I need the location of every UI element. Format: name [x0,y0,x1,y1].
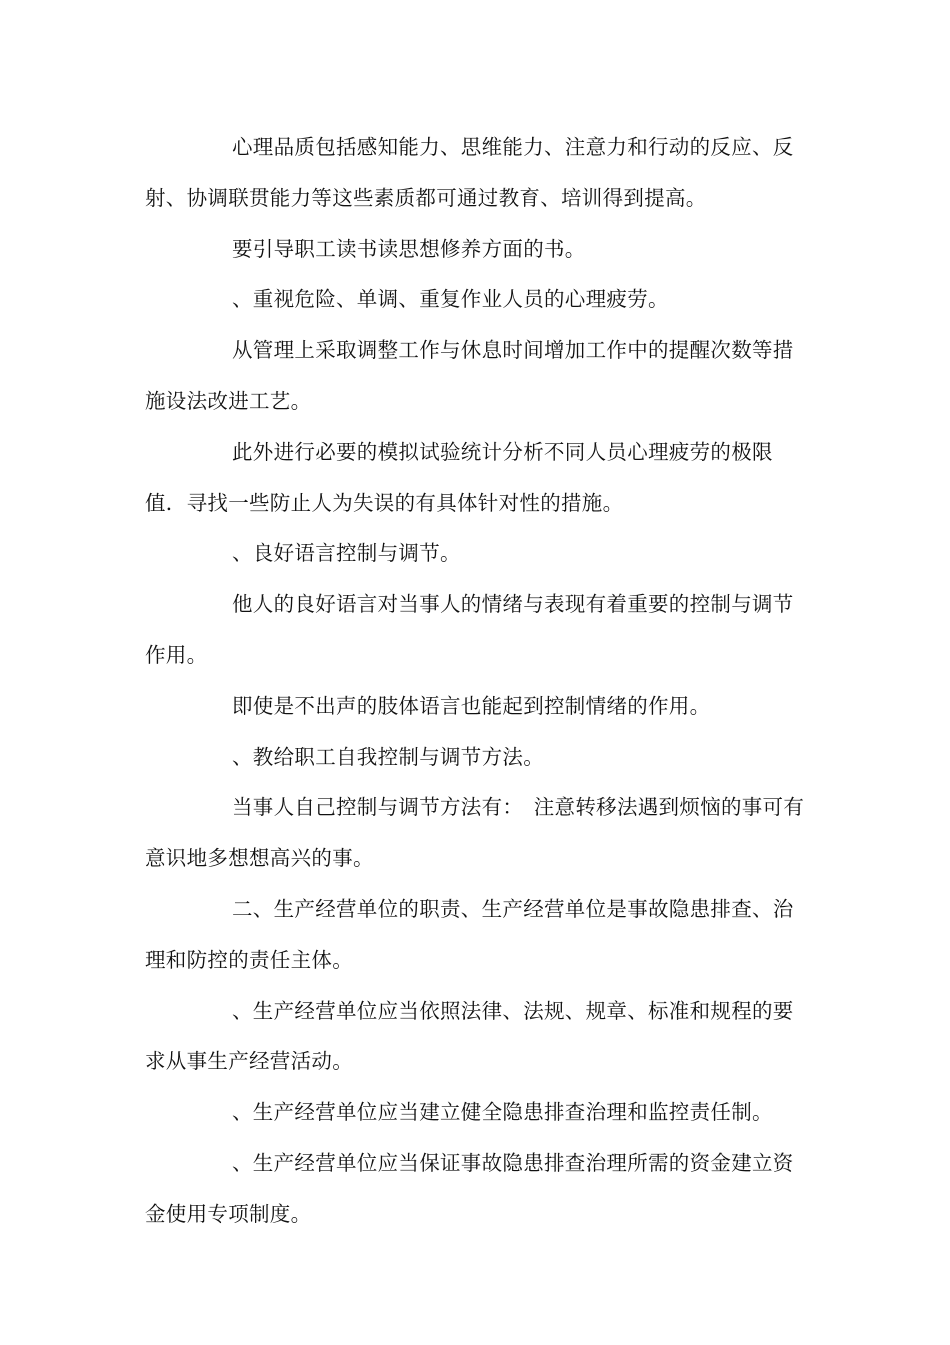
paragraph-1: 心理品质包括感知能力、思维能力、注意力和行动的反应、反射、协调联贯能力等这些素质都可通过教育、培训得到提高。 [145,135,794,210]
paragraph-13: 、生产经营单位应当建立健全隐患排查治理和监控责任制。 [232,1100,773,1125]
paragraph-11: 二、生产经营单位的职责、生产经营单位是事故隐患排查、治理和防控的责任主体。 [145,896,794,972]
paragraph-14: 、生产经营单位应当保证事故隐患排查治理所需的资金建立资金使用专项制度。 [145,1150,794,1226]
paragraph-2: 要引导职工读书读思想修养方面的书。 [232,236,586,261]
paragraph-8: 即使是不出声的肢体语言也能起到控制情绪的作用。 [232,693,711,718]
document-body [145,122,805,1240]
paragraph-4: 从管理上采取调整工作与休息时间增加工作中的提醒次数等措施设法改进工艺。 [145,338,794,413]
paragraph-9: 、教给职工自我控制与调节方法。 [232,744,544,769]
paragraph-6: 、良好语言控制与调节。 [232,541,461,566]
paragraph-12: 、生产经营单位应当依照法律、法规、规章、标准和规程的要求从事生产经营活动。 [145,998,794,1074]
paragraph-10: 当事人自己控制与调节方法有： 注意转移法遇到烦恼的事可有意识地多想想高兴的事。 [145,795,805,871]
paragraph-3: 、重视危险、单调、重复作业人员的心理疲劳。 [232,287,669,312]
paragraph-5: 此外进行必要的模拟试验统计分析不同人员心理疲劳的极限值．寻找一些防止人为失误的有具体针对性的措施。 [145,439,773,515]
paragraph-7: 他人的良好语言对当事人的情绪与表现有着重要的控制与调节作用。 [145,592,794,667]
